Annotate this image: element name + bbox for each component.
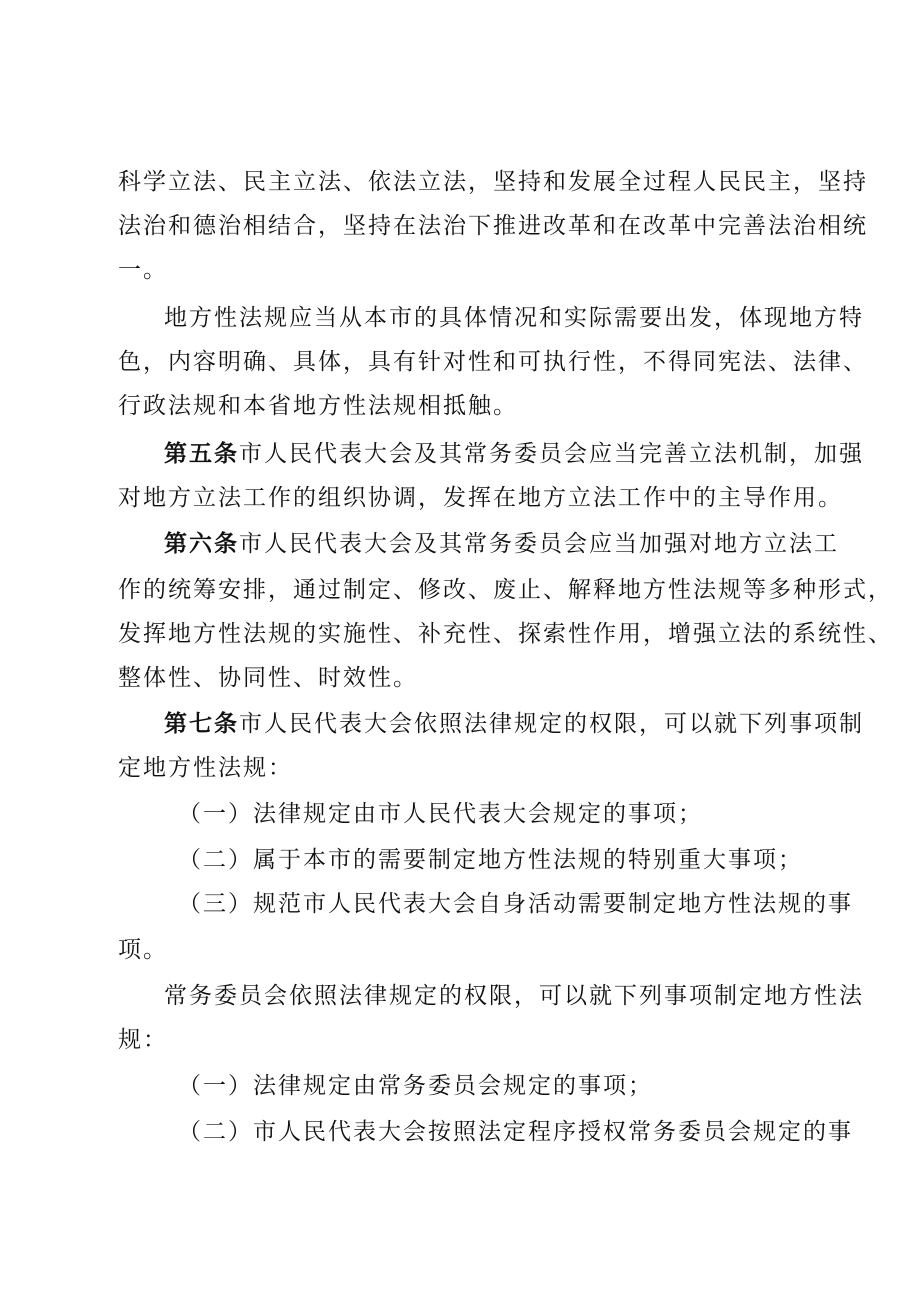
article-heading: 第七条 xyxy=(164,711,239,737)
line-text: 作的统筹安排，通过制定、修改、废止、解释地方性法规等多种形式， xyxy=(118,577,893,603)
text-line xyxy=(118,1026,818,1054)
text-line xyxy=(118,392,818,420)
line-text: 规： xyxy=(118,1027,168,1053)
line-text: 对地方立法工作的组织协调，发挥在地方立法工作中的主导作用。 xyxy=(118,485,843,511)
line-text: 整体性、协同性、时效性。 xyxy=(118,665,418,691)
line-text: （三）规范市人民代表大会自身活动需要制定地方性法规的事 xyxy=(178,891,853,917)
line-text: 市人民代表大会依照法律规定的权限，可以就下列事项制 xyxy=(239,711,864,737)
line-text: （一）法律规定由常务委员会规定的事项； xyxy=(178,1073,653,1099)
line-text: 市人民代表大会及其常务委员会应当加强对地方立法工 xyxy=(239,531,839,557)
line-text: 科学立法、民主立法、依法立法，坚持和发展全过程人民民主，坚持 xyxy=(118,169,868,195)
text-line xyxy=(118,348,868,376)
article-heading: 第六条 xyxy=(164,531,239,557)
text-line xyxy=(118,256,818,284)
line-text: 行政法规和本省地方性法规相抵触。 xyxy=(118,393,518,419)
text-line xyxy=(118,620,893,648)
article-heading: 第五条 xyxy=(164,441,239,467)
list-item xyxy=(178,800,818,828)
line-text: 色，内容明确、具体，具有针对性和可执行性，不得同宪法、法律、 xyxy=(118,349,868,375)
text-line xyxy=(118,664,818,692)
text-line xyxy=(118,168,868,196)
line-text: 常务委员会依照法律规定的权限，可以就下列事项制定地方性法 xyxy=(164,983,864,1009)
article-5-line xyxy=(164,440,864,468)
line-text: （二）市人民代表大会按照法定程序授权常务委员会规定的事 xyxy=(178,1119,853,1145)
line-text: 市人民代表大会及其常务委员会应当完善立法机制，加强 xyxy=(239,441,864,467)
line-text: （一）法律规定由市人民代表大会规定的事项； xyxy=(178,801,703,827)
line-text: 法治和德治相结合，坚持在法治下推进改革和在改革中完善法治相统 xyxy=(118,213,868,239)
text-line xyxy=(118,576,893,604)
line-text: （二）属于本市的需要制定地方性法规的特别重大事项； xyxy=(178,847,803,873)
line-text: 发挥地方性法规的实施性、补充性、探索性作用，增强立法的系统性、 xyxy=(118,621,893,647)
text-line xyxy=(118,754,818,782)
text-line xyxy=(164,304,864,332)
line-text: 定地方性法规： xyxy=(118,755,293,781)
line-text: 一。 xyxy=(118,257,168,283)
list-item xyxy=(178,1118,853,1146)
list-item xyxy=(178,1072,818,1100)
article-7-line xyxy=(164,710,864,738)
line-text: 项。 xyxy=(118,937,168,963)
text-line xyxy=(118,212,868,240)
list-item xyxy=(178,890,853,918)
article-6-line xyxy=(164,530,839,558)
text-line xyxy=(118,484,843,512)
list-item xyxy=(178,846,818,874)
text-line xyxy=(118,936,818,964)
line-text: 地方性法规应当从本市的具体情况和实际需要出发，体现地方特 xyxy=(164,305,864,331)
text-line xyxy=(164,982,864,1010)
